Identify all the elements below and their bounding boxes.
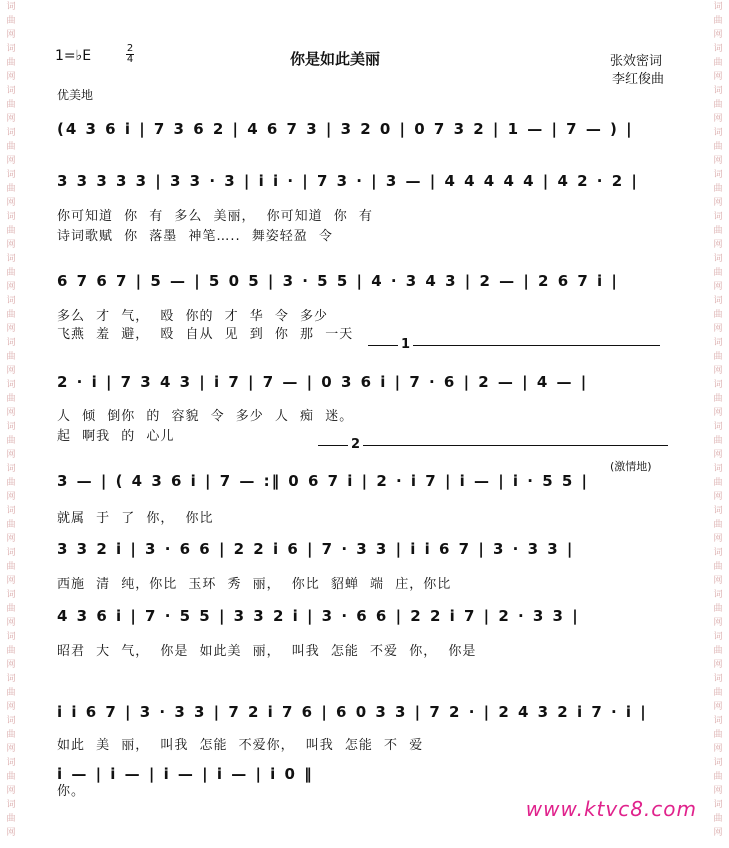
watermark-glyph: 曲 <box>713 226 723 236</box>
watermark-glyph: 网 <box>713 30 723 40</box>
watermark-glyph: 网 <box>713 450 723 460</box>
site-watermark: www.ktvc8.com <box>525 797 697 821</box>
notation-line: 2 · i | 7 3 4 3 | i 7 | 7 — | 0 3 6 i | 7 · 6 | 2 — | 4 — | <box>57 373 589 391</box>
notation-line: 3 — | ( 4 3 6 i | 7 — :‖ 0 6 7 i | 2 · i 7 | i — | i · 5 5 | <box>57 472 590 490</box>
watermark-glyph: 曲 <box>713 478 723 488</box>
watermark-glyph: 网 <box>6 450 16 460</box>
left-watermark-strip <box>0 0 22 848</box>
watermark-glyph: 曲 <box>6 142 16 152</box>
watermark-glyph: 网 <box>6 72 16 82</box>
notation-line: i i 6 7 | 3 · 3 3 | 7 2 i 7 6 | 6 0 3 3 | 7 2 · | 2 4 3 2 i 7 · i | <box>57 703 648 721</box>
watermark-glyph: 词 <box>6 338 16 348</box>
watermark-glyph: 词 <box>6 254 16 264</box>
watermark-glyph: 曲 <box>713 646 723 656</box>
watermark-glyph: 曲 <box>6 436 16 446</box>
watermark-glyph: 词 <box>6 44 16 54</box>
watermark-glyph: 曲 <box>713 142 723 152</box>
watermark-glyph: 网 <box>6 198 16 208</box>
time-signature-top: 2 <box>126 43 134 54</box>
watermark-glyph: 网 <box>6 702 16 712</box>
composer-credit: 李红俊曲 <box>612 72 665 87</box>
watermark-glyph: 词 <box>6 632 16 642</box>
watermark-glyph: 词 <box>713 590 723 600</box>
watermark-glyph: 曲 <box>713 520 723 530</box>
watermark-glyph: 曲 <box>713 772 723 782</box>
watermark-glyph: 网 <box>713 324 723 334</box>
watermark-glyph: 曲 <box>713 394 723 404</box>
watermark-glyph: 词 <box>6 758 16 768</box>
watermark-glyph: 词 <box>6 212 16 222</box>
watermark-glyph: 网 <box>713 72 723 82</box>
watermark-glyph: 词 <box>713 548 723 558</box>
watermark-glyph: 词 <box>713 674 723 684</box>
right-watermark-strip <box>707 0 729 848</box>
expression-mark: 优美地 <box>57 88 94 102</box>
watermark-glyph: 词 <box>713 44 723 54</box>
volta-2 <box>318 437 668 456</box>
watermark-glyph: 曲 <box>6 268 16 278</box>
watermark-glyph: 网 <box>713 618 723 628</box>
watermark-glyph: 网 <box>6 660 16 670</box>
notation-line: i — | i — | i — | i — | i 0 ‖ <box>57 765 314 783</box>
watermark-glyph: 曲 <box>6 646 16 656</box>
watermark-glyph: 曲 <box>713 310 723 320</box>
watermark-glyph: 曲 <box>713 16 723 26</box>
watermark-glyph: 曲 <box>713 604 723 614</box>
watermark-glyph: 词 <box>6 86 16 96</box>
watermark-glyph: 词 <box>6 2 16 12</box>
lyric-line: 如此 美 丽， 叫我 怎能 不爱你， 叫我 怎能 不 爱 <box>57 738 424 753</box>
watermark-glyph: 词 <box>6 506 16 516</box>
watermark-glyph: 网 <box>6 366 16 376</box>
volta-1 <box>368 337 660 356</box>
watermark-glyph: 词 <box>713 380 723 390</box>
watermark-glyph: 词 <box>6 422 16 432</box>
lyric-line: 飞燕 羞 避， 殴 自从 见 到 你 那 一天 <box>57 327 354 342</box>
watermark-glyph: 曲 <box>713 436 723 446</box>
watermark-glyph: 词 <box>713 632 723 642</box>
watermark-glyph: 网 <box>713 786 723 796</box>
lyric-line: 诗词歌赋 你 落墨 神笔….. 舞姿轻盈 令 <box>57 229 333 244</box>
watermark-glyph: 词 <box>6 590 16 600</box>
watermark-glyph: 网 <box>6 324 16 334</box>
watermark-glyph: 词 <box>6 128 16 138</box>
notation-line: 3 3 3 3 3 | 3 3 · 3 | i i · | 7 3 · | 3 — | 4 4 4 4 4 | 4 2 · 2 | <box>57 172 639 190</box>
lyric-line: 人 倾 倒你 的 容貌 令 多少 人 痴 迷。 <box>57 409 354 424</box>
watermark-glyph: 网 <box>6 576 16 586</box>
watermark-glyph: 曲 <box>6 688 16 698</box>
watermark-glyph: 网 <box>6 114 16 124</box>
lyric-line: 昭君 大 气， 你是 如此美 丽， 叫我 怎能 不爱 你， 你是 <box>57 644 477 659</box>
watermark-glyph: 网 <box>6 282 16 292</box>
watermark-glyph: 网 <box>713 576 723 586</box>
watermark-glyph: 网 <box>713 744 723 754</box>
watermark-glyph: 网 <box>713 492 723 502</box>
watermark-glyph: 词 <box>713 296 723 306</box>
watermark-glyph: 词 <box>6 464 16 474</box>
watermark-glyph: 词 <box>713 170 723 180</box>
watermark-glyph: 网 <box>6 408 16 418</box>
watermark-glyph: 网 <box>713 198 723 208</box>
watermark-glyph: 曲 <box>6 16 16 26</box>
watermark-glyph: 曲 <box>6 604 16 614</box>
watermark-glyph: 曲 <box>6 310 16 320</box>
notation-line: 4 3 6 i | 7 · 5 5 | 3 3 2 i | 3 · 6 6 | 2 2 i 7 | 2 · 3 3 | <box>57 607 580 625</box>
watermark-glyph: 词 <box>713 86 723 96</box>
watermark-glyph: 网 <box>6 786 16 796</box>
notation-line: 6 7 6 7 | 5 — | 5 0 5 | 3 · 5 5 | 4 · 3 4 3 | 2 — | 2 6 7 i | <box>57 272 619 290</box>
watermark-glyph: 词 <box>713 338 723 348</box>
watermark-glyph: 词 <box>713 212 723 222</box>
watermark-glyph: 曲 <box>713 58 723 68</box>
watermark-glyph: 词 <box>6 674 16 684</box>
watermark-glyph: 曲 <box>713 814 723 824</box>
watermark-glyph: 曲 <box>713 730 723 740</box>
lyric-line: 西施 清 纯，你比 玉环 秀 丽， 你比 貂蝉 端 庄，你比 <box>57 577 452 592</box>
time-signature <box>126 44 134 65</box>
watermark-glyph: 曲 <box>6 58 16 68</box>
watermark-glyph: 网 <box>713 282 723 292</box>
volta-1-number: 1 <box>398 337 413 352</box>
watermark-glyph: 曲 <box>6 352 16 362</box>
watermark-glyph: 网 <box>6 240 16 250</box>
watermark-glyph: 网 <box>6 30 16 40</box>
watermark-glyph: 网 <box>6 828 16 838</box>
lyric-line: 多么 才 气， 殴 你的 才 华 令 多少 <box>57 309 329 324</box>
watermark-glyph: 网 <box>6 744 16 754</box>
watermark-glyph: 词 <box>6 296 16 306</box>
watermark-glyph: 网 <box>713 114 723 124</box>
watermark-glyph: 曲 <box>713 562 723 572</box>
watermark-glyph: 词 <box>6 170 16 180</box>
watermark-glyph: 词 <box>713 2 723 12</box>
tempo-mark: (激情地) <box>610 460 652 473</box>
watermark-glyph: 网 <box>713 828 723 838</box>
watermark-glyph: 曲 <box>713 100 723 110</box>
watermark-glyph: 网 <box>713 156 723 166</box>
watermark-glyph: 词 <box>6 548 16 558</box>
watermark-glyph: 曲 <box>6 226 16 236</box>
key-signature: 1=♭E <box>55 48 92 64</box>
notation-line: (4 3 6 i | 7 3 6 2 | 4 6 7 3 | 3 2 0 | 0 7 3 2 | 1 — | 7 — ) | <box>57 120 634 138</box>
watermark-glyph: 词 <box>713 758 723 768</box>
watermark-glyph: 曲 <box>6 562 16 572</box>
lyric-line: 起 啊我 的 心儿 <box>57 429 175 444</box>
watermark-glyph: 曲 <box>6 772 16 782</box>
watermark-glyph: 词 <box>713 800 723 810</box>
watermark-glyph: 词 <box>713 716 723 726</box>
watermark-glyph: 网 <box>6 156 16 166</box>
watermark-glyph: 词 <box>6 716 16 726</box>
watermark-glyph: 词 <box>713 254 723 264</box>
watermark-glyph: 词 <box>6 800 16 810</box>
watermark-glyph: 词 <box>713 464 723 474</box>
watermark-glyph: 曲 <box>713 268 723 278</box>
watermark-glyph: 网 <box>713 534 723 544</box>
watermark-glyph: 词 <box>6 380 16 390</box>
watermark-glyph: 词 <box>713 128 723 138</box>
watermark-glyph: 网 <box>713 240 723 250</box>
watermark-glyph: 网 <box>713 702 723 712</box>
lyric-line: 你可知道 你 有 多么 美丽， 你可知道 你 有 <box>57 209 373 224</box>
watermark-glyph: 曲 <box>713 184 723 194</box>
time-signature-bottom: 4 <box>126 54 134 65</box>
watermark-glyph: 网 <box>6 492 16 502</box>
volta-2-number: 2 <box>348 437 363 452</box>
watermark-glyph: 曲 <box>6 814 16 824</box>
lyric-line: 就属 于 了 你， 你比 <box>57 511 214 526</box>
watermark-glyph: 词 <box>713 422 723 432</box>
watermark-glyph: 曲 <box>6 394 16 404</box>
watermark-glyph: 曲 <box>6 730 16 740</box>
watermark-glyph: 网 <box>6 534 16 544</box>
song-title: 你是如此美丽 <box>290 50 381 68</box>
watermark-glyph: 曲 <box>6 184 16 194</box>
watermark-glyph: 网 <box>6 618 16 628</box>
watermark-glyph: 曲 <box>713 352 723 362</box>
watermark-glyph: 曲 <box>713 688 723 698</box>
watermark-glyph: 曲 <box>6 100 16 110</box>
lyricist-credit: 张效密词 <box>610 54 663 69</box>
watermark-glyph: 网 <box>713 660 723 670</box>
lyric-line: 你。 <box>57 784 86 799</box>
notation-line: 3 3 2 i | 3 · 6 6 | 2 2 i 6 | 7 · 3 3 | i i 6 7 | 3 · 3 3 | <box>57 540 575 558</box>
watermark-glyph: 曲 <box>6 520 16 530</box>
watermark-glyph: 网 <box>713 408 723 418</box>
watermark-glyph: 词 <box>713 506 723 516</box>
watermark-glyph: 曲 <box>6 478 16 488</box>
watermark-glyph: 网 <box>713 366 723 376</box>
